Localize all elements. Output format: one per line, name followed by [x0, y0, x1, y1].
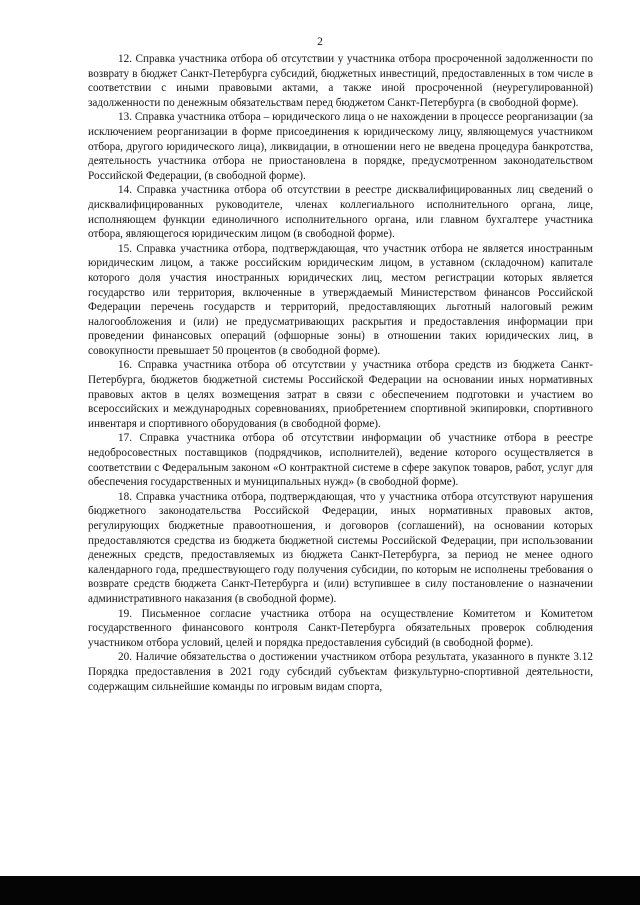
paragraph-13: 13. Справка участника отбора – юридического лица о не нахождении в процессе реорганизации (за исключением реорганизации в форме присоединения к юридическому лицу, являющемуся участником отбора, другого юридического лица), ликвидации, в отношении него не введена процедура банкротства, деятельность участника отбора не приостановлена в порядке, предусмотренном законодательством Российской Федерации, (в свободной форме). [88, 111, 593, 182]
paragraph-18: 18. Справка участника отбора, подтверждающая, что у участника отбора отсутствуют нарушения бюджетного законодательства Российской Федерации, иных нормативных правовых актов, регулирующих бюджетные правоотношения, и договоров (соглашений), на основании которых предоставляются средства из бюджета бюджетной системы Российской Федерации, при использовании денежных средств, предоставляемых из бюджета Санкт-Петербурга, за период не менее одного календарного года, предшествующего году получения субсидии, по которым не исполнены требования о возврате средств бюджета Санкт-Петербурга и (или) вступившее в силу постановление о назначении административного наказания (в свободной форме). [88, 490, 593, 605]
document-body [88, 52, 593, 694]
page-number: 2 [317, 36, 323, 48]
paragraph-14: 14. Справка участника отбора об отсутствии в реестре дисквалифицированных лиц сведений о дисквалифицированных руководителе, членах коллегиального исполнительного органа, лице, исполняющем функции единоличного исполнительного органа, или главном бухгалтере участника отбора, являющегося юридическим лицом (в свободной форме). [88, 184, 593, 241]
paragraph-12: 12. Справка участника отбора об отсутствии у участника отбора просроченной задолженности по возврату в бюджет Санкт-Петербурга субсидий, бюджетных инвестиций, предоставленных в том числе в соответствии с иными правовыми актами, а также иной просроченной (неурегулированной) задолженности по денежным обязательствам перед бюджетом Санкт-Петербурга (в свободной форме). [88, 53, 593, 109]
paragraph-15: 15. Справка участника отбора, подтверждающая, что участник отбора не является иностранным юридическим лицом, а также российским юридическим лицом, в уставном (складочном) капитале которого доля участия иностранных юридических лиц, местом регистрации которых является государство или территория, включенные в утверждаемый Министерством финансов Российской Федерации перечень государств и территорий, предоставляющих льготный налоговый режим налогообложения и (или) не предусматривающих раскрытия и предоставления информации при проведении финансовых операций (офшорные зоны) в отношении таких юридических лиц, в совокупности превышает 50 процентов (в свободной форме). [88, 242, 593, 357]
paragraph-19: 19. Письменное согласие участника отбора на осуществление Комитетом и Комитетом государственного финансового контроля Санкт-Петербурга обязательных проверок соблюдения участником отбора условий, целей и порядка предоставления субсидий (в свободной форме). [88, 607, 593, 649]
scan-bottom-border [0, 876, 640, 905]
paragraph-17: 17. Справка участника отбора об отсутствии информации об участнике отбора в реестре недобросовестных поставщиков (подрядчиков, исполнителей), ведение которого осуществляется в соответствии с Федеральным законом «О контрактной системе в сфере закупок товаров, работ, услуг для обеспечения государственных и муниципальных нужд» (в свободной форме). [88, 432, 593, 489]
paragraph-20: 20. Наличие обязательства о достижении участником отбора результата, указанного в пункте 3.12 Порядка предоставления в 2021 году субсидий субъектам физкультурно-спортивной деятельности, содержащим сильнейшие команды по игровым видам спорта, [88, 651, 593, 693]
paragraph-16: 16. Справка участника отбора об отсутствии у участника отбора средств из бюджета Санкт-Петербурга, бюджетов бюджетной системы Российской Федерации на основании иных нормативных правовых актов в целях возмещения затрат в связи с обеспечением подготовки и участием во всероссийских и международных соревнованиях, приобретением спортивной экипировки, спортивного инвентаря и спортивного оборудования (в свободной форме). [88, 359, 593, 430]
